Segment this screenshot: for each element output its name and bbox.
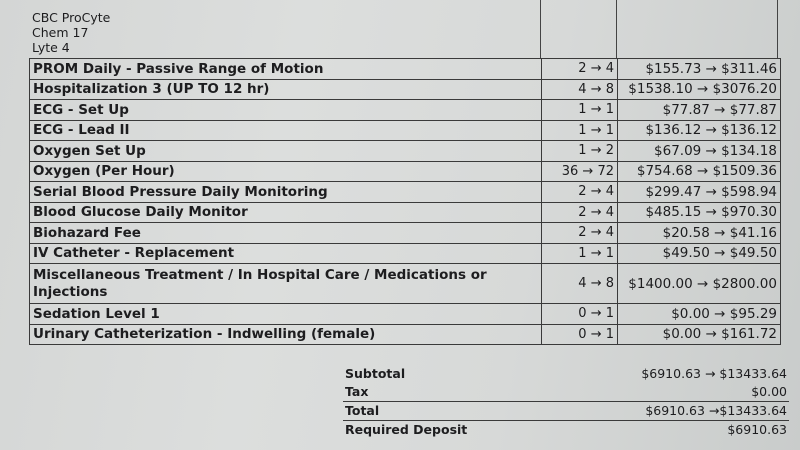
item-price: $1538.10 → $3076.20 <box>618 79 781 100</box>
item-description: ECG - Set Up <box>30 100 542 121</box>
table-row <box>30 161 781 182</box>
item-description: Urinary Catheterization - Indwelling (female) <box>30 324 542 345</box>
item-quantity: 2 → 4 <box>542 202 618 223</box>
table-row <box>30 100 781 121</box>
table-row <box>30 223 781 244</box>
item-description: Oxygen Set Up <box>30 141 542 162</box>
item-description: Miscellaneous Treatment / In Hospital Care / Medications or Injections <box>30 264 542 304</box>
total-row <box>343 401 789 420</box>
item-quantity: 0 → 1 <box>542 304 618 325</box>
lab-tests-cell <box>29 0 541 58</box>
table-row <box>30 141 781 162</box>
table-row <box>30 264 781 304</box>
lab-test-line: Chem 17 <box>32 25 89 40</box>
item-quantity: 2 → 4 <box>542 182 618 203</box>
item-quantity: 1 → 1 <box>542 100 618 121</box>
table-row <box>30 120 781 141</box>
item-price: $1400.00 → $2800.00 <box>618 264 781 304</box>
item-description: Sedation Level 1 <box>30 304 542 325</box>
item-price: $49.50 → $49.50 <box>618 243 781 264</box>
item-description: Hospitalization 3 (UP TO 12 hr) <box>30 79 542 100</box>
item-price: $77.87 → $77.87 <box>618 100 781 121</box>
table-row <box>30 182 781 203</box>
item-price: $485.15 → $970.30 <box>618 202 781 223</box>
lab-test-line: Lyte 4 <box>32 40 70 55</box>
item-description: PROM Daily - Passive Range of Motion <box>30 59 542 80</box>
subtotal-row <box>343 365 789 383</box>
table-row <box>30 324 781 345</box>
item-price: $754.68 → $1509.36 <box>618 161 781 182</box>
item-quantity: 4 → 8 <box>542 79 618 100</box>
tax-value: $0.00 <box>751 384 787 399</box>
item-description: Serial Blood Pressure Daily Monitoring <box>30 182 542 203</box>
item-quantity: 2 → 4 <box>542 59 618 80</box>
totals-summary <box>343 365 789 439</box>
deposit-row <box>343 420 789 439</box>
item-price: $136.12 → $136.12 <box>618 120 781 141</box>
table-row <box>30 243 781 264</box>
item-price: $20.58 → $41.16 <box>618 223 781 244</box>
deposit-value: $6910.63 <box>727 422 787 437</box>
table-row <box>30 202 781 223</box>
item-quantity: 2 → 4 <box>542 223 618 244</box>
table-row <box>30 304 781 325</box>
item-description: Biohazard Fee <box>30 223 542 244</box>
item-quantity: 4 → 8 <box>542 264 618 304</box>
item-price: $0.00 → $95.29 <box>618 304 781 325</box>
item-price: $155.73 → $311.46 <box>618 59 781 80</box>
item-description: ECG - Lead II <box>30 120 542 141</box>
item-quantity: 36 → 72 <box>542 161 618 182</box>
item-description: Blood Glucose Daily Monitor <box>30 202 542 223</box>
tax-row <box>343 383 789 401</box>
table-row <box>30 79 781 100</box>
item-description: Oxygen (Per Hour) <box>30 161 542 182</box>
table-row <box>30 59 781 80</box>
column-divider <box>616 0 617 58</box>
subtotal-label: Subtotal <box>345 366 406 381</box>
deposit-label: Required Deposit <box>345 422 468 437</box>
lab-test-line: CBC ProCyte <box>32 10 111 25</box>
tax-label: Tax <box>345 384 369 399</box>
column-divider <box>777 0 778 58</box>
item-price: $299.47 → $598.94 <box>618 182 781 203</box>
item-quantity: 1 → 1 <box>542 120 618 141</box>
item-price: $0.00 → $161.72 <box>618 324 781 345</box>
item-quantity: 1 → 2 <box>542 141 618 162</box>
total-value: $6910.63 →$13433.64 <box>645 403 787 418</box>
item-quantity: 0 → 1 <box>542 324 618 345</box>
item-price: $67.09 → $134.18 <box>618 141 781 162</box>
item-description: IV Catheter - Replacement <box>30 243 542 264</box>
item-quantity: 1 → 1 <box>542 243 618 264</box>
subtotal-value: $6910.63 → $13433.64 <box>641 366 787 381</box>
line-items-table <box>29 58 781 345</box>
total-label: Total <box>345 403 380 418</box>
